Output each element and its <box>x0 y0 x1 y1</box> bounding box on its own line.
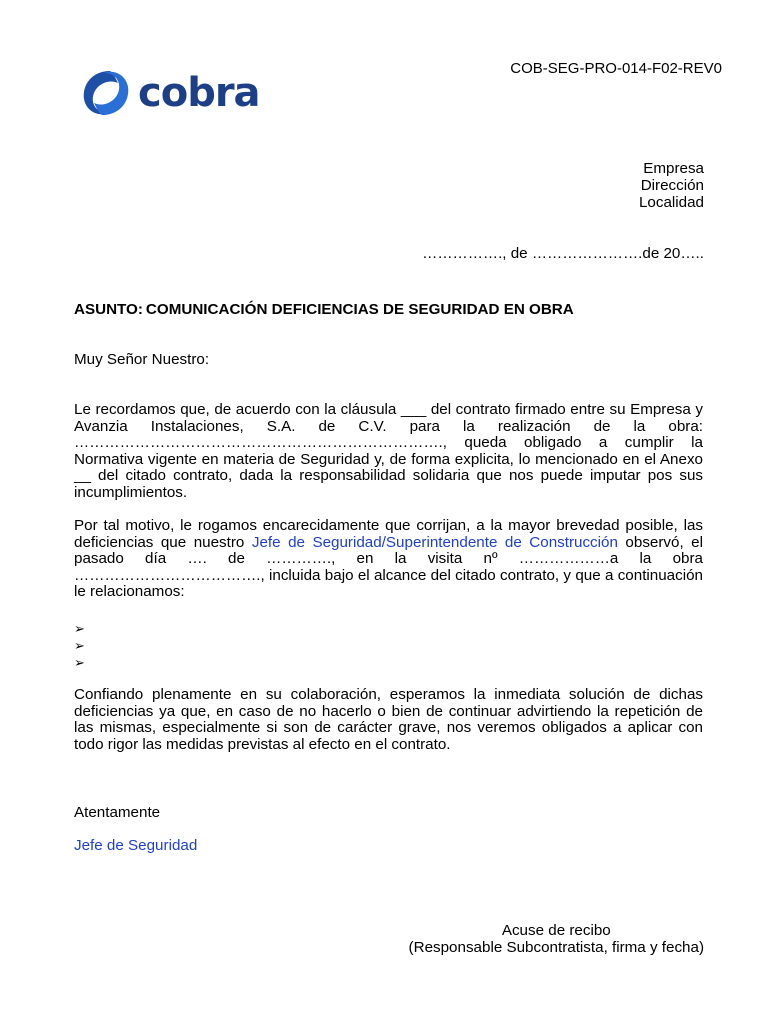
inspector-role-link-text: Jefe de Seguridad/Superintendente de Construcción <box>251 533 618 551</box>
bullet-arrow-icon: ➢ <box>74 638 85 653</box>
company-logo <box>80 66 260 120</box>
subject-text: COMUNICACIÓN DEFICIENCIAS DE SEGURIDAD EN OBRA <box>145 301 574 318</box>
salutation: Muy Señor Nuestro: <box>74 351 210 368</box>
date-line: ……………., de ………………….de 20….. <box>422 245 704 262</box>
paragraph-closing-warning: Confiando plenamente en su colaboración, esperamos la inmediata solución de dichas deficiencias ya que, en caso de no hacerlo o bien de continuar advirtiendo la repetición de las mismas, especialmente si son de carácter grave, nos veremos obligados a aplicar con todo rigor las medidas previstas al efecto en el contrato. <box>74 686 703 753</box>
cobra-swirl-icon <box>80 67 132 119</box>
receipt-acknowledgement <box>409 922 704 956</box>
paragraph2-after: observó, el pasado día …. de …………., en la visita nº ………………a la obra ………………………………., incluida bajo el alcance del citado contrato, y que a continuación le relacionamos: <box>74 533 703 601</box>
subject-line <box>74 301 574 318</box>
document-code: COB-SEG-PRO-014-F02-REV0 <box>510 60 722 77</box>
bullet-arrow-icon: ➢ <box>74 621 85 636</box>
receipt-title: Acuse de recibo <box>501 922 611 939</box>
closing-phrase: Atentamente <box>74 804 161 821</box>
subject-label: ASUNTO: <box>74 301 143 318</box>
signer-title: Jefe de Seguridad <box>74 837 198 854</box>
address-company: Empresa <box>643 160 704 177</box>
bullet-arrow-icon: ➢ <box>74 655 85 670</box>
brand-name: cobra <box>138 70 260 116</box>
paragraph-contract-reminder: Le recordamos que, de acuerdo con la cláusula ___ del contrato firmado entre su Empresa y Avanzia Instalaciones, S.A. de C.V. para la realización de la obra: ………………………………………………………………., queda obligado a cumplir la Normativa vigente en materia de Seguridad y, de forma explicita, lo mencionado en el Anexo __ del citado contrato, dada la responsabilidad solidaria que nos puede imputar pos sus incumplimientos. <box>74 401 703 501</box>
address-street: Dirección <box>640 177 704 194</box>
recipient-address <box>639 160 704 211</box>
paragraph-deficiencies <box>74 518 703 601</box>
deficiency-list <box>74 620 85 671</box>
paragraph2-before: Por tal motivo, le rogamos encarecidamente que corrijan, a la mayor brevedad posible, las deficiencias que nuestro <box>74 517 703 551</box>
receipt-instructions: (Responsable Subcontratista, firma y fecha) <box>408 939 704 956</box>
address-locality: Localidad <box>638 194 704 211</box>
